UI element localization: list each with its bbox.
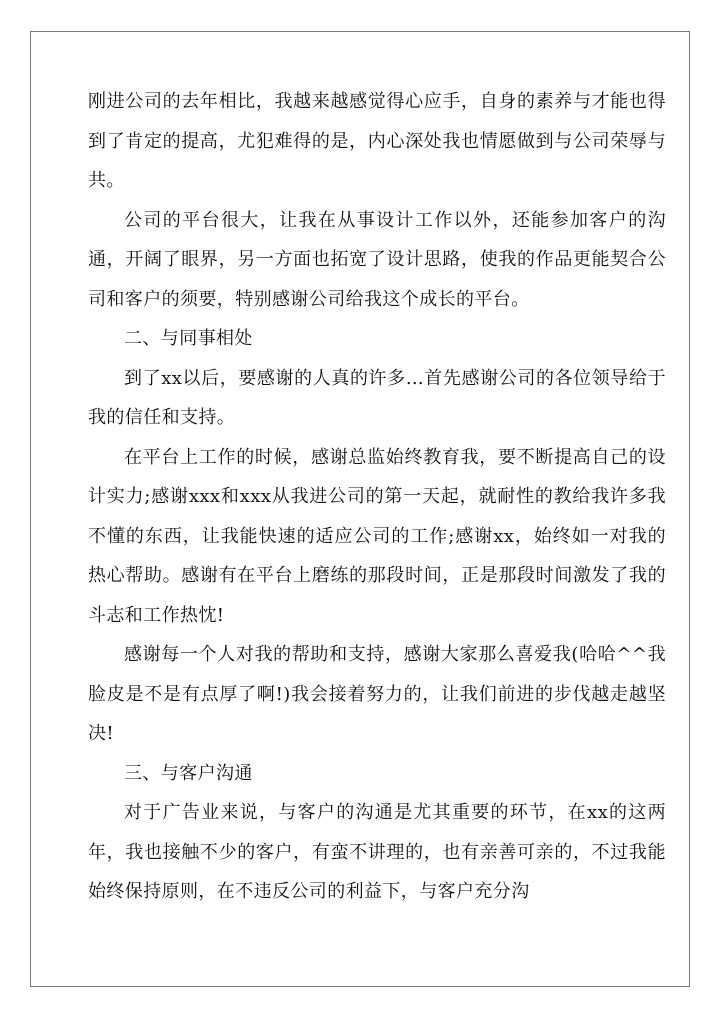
paragraph-2: 公司的平台很大，让我在从事设计工作以外，还能参加客户的沟通，开阔了眼界，另一方面也拓宽了设计思路，使我的作品更能契合公司和客户的须要，特别感谢公司给我这个成长的平台。 — [88, 209, 666, 310]
section-heading-clients: 三、与客户沟通 — [124, 762, 253, 784]
paragraph-6: 对于广告业来说，与客户的沟通是尤其重要的环节，在xx的这两年，我也接触不少的客户，有蛮不讲理的，也有亲善可亲的，不过我能始终保持原则，在不违反公司的利益下，与客户充分沟 — [88, 802, 666, 902]
section-heading-colleagues: 二、与同事相处 — [124, 328, 253, 349]
paragraph-3: 到了xx以后，要感谢的人真的许多…首先感谢公司的各位领导给于我的信任和支持。 — [88, 367, 666, 428]
paragraph-1: 刚进公司的去年相比，我越来越感觉得心应手，自身的素养与才能也得到了肯定的提高，尤犯难得的是，内心深处我也情愿做到与公司荣辱与共。 — [88, 91, 666, 191]
document-body — [88, 82, 666, 912]
paragraph-4: 在平台上工作的时候，感谢总监始终教育我，要不断提高自己的设计实力;感谢xxx和xxx从我进公司的第一天起，就耐性的教给我许多我不懂的东西，让我能快速的适应公司的工作;感谢xx，始终如一对我的热心帮助。感谢有在平台上磨练的那段时间，正是那段时间激发了我的斗志和工作热忱! — [88, 446, 666, 626]
paragraph-5: 感谢每一个人对我的帮助和支持，感谢大家那么喜爱我(哈哈^^我脸皮是不是有点厚了啊!)我会接着努力的，让我们前进的步伐越走越坚决! — [88, 644, 666, 744]
